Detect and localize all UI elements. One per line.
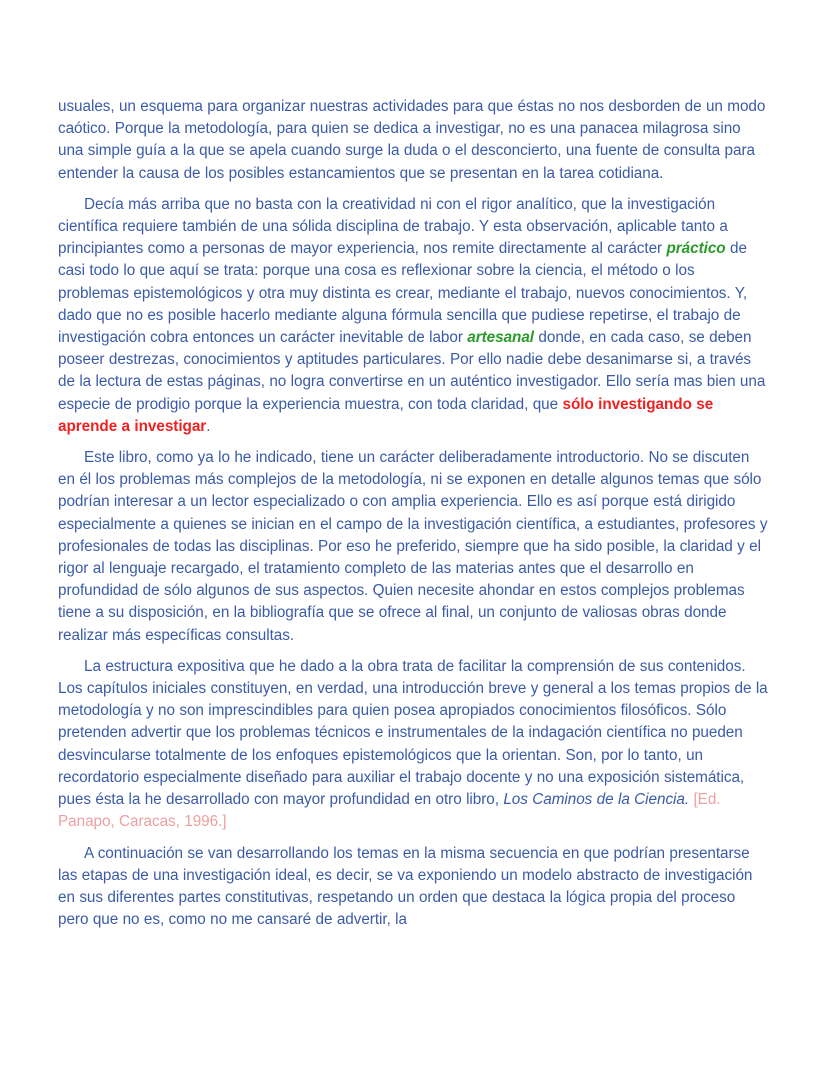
paragraph-1-text: usuales, un esquema para organizar nuestras actividades para que éstas no nos desborden de un modo caótico. Porque la metodología, para quien se dedica a investigar, no es una panacea milagrosa sino una simple guía a la que se apela cuando surge la duda o el desconcierto, una fuente de consulta para entender la causa de los posibles estancamientos que se presentan en la tarea cotidiana. bbox=[58, 98, 766, 182]
paragraph-5 bbox=[58, 843, 768, 932]
paragraph-3-text: Este libro, como ya lo he indicado, tiene un carácter deliberadamente introductorio. No se discuten en él los problemas más complejos de la metodología, ni se exponen en detalle algunos temas que sólo podrían interesar a un lector especializado o con amplia experiencia. Ello es así porque está dirigido especialmente a quienes se inician en el campo de la investigación científica, a estudiantes, profesores y profesionales de todas las disciplinas. Por eso he preferido, siempre que ha sido posible, la claridad y el rigor al lenguaje recargado, el tratamiento completo de las materias antes que el desarrollo en profundidad de sólo algunos de sus aspectos. Quien necesite ahondar en estos complejos problemas tiene a su disposición, en la bibliografía que se ofrece al final, un conjunto de valiosas obras donde realizar más específicas consultas. bbox=[58, 449, 768, 644]
emphasis-practico: práctico bbox=[666, 240, 726, 258]
paragraph-3 bbox=[58, 447, 768, 647]
paragraph-5-text: A continuación se van desarrollando los temas en la misma secuencia en que podrían presentarse las etapas de una investigación ideal, es decir, se va exponiendo un modelo abstracto de investigación en sus diferentes partes constitutivas, respetando un orden que destaca la lógica propia del proceso pero que no es, como no me cansaré de advertir, la bbox=[58, 844, 753, 929]
paragraph-2-segment-1: Decía más arriba que no basta con la creatividad ni con el rigor analítico, que la investigación científica requiere también de una sólida disciplina de trabajo. Y esta observación, aplicable tanto a principiantes como a personas de mayor experiencia, nos remite directamente al carácter bbox=[58, 195, 728, 258]
paragraph-2-segment-2: de casi todo lo que aquí se trata: porque una cosa es reflexionar sobre la ciencia, el método o los problemas epistemológicos y otra muy distinta es crear, mediante el trabajo, nuevos conocimientos. Y, dado que no es posible hacerlo mediante alguna fórmula sencilla que pudiese repetirse, el trabajo de investigación cobra entonces un carácter inevitable de labor bbox=[58, 240, 748, 347]
citation-panapo: [Ed. Panapo, Caracas, 1996.] bbox=[58, 791, 721, 831]
book-title-los-caminos-de-la-ciencia: Los Caminos de la Ciencia. bbox=[503, 791, 690, 809]
paragraph-2-segment-3: donde, en cada caso, se deben poseer destrezas, conocimientos y aptitudes particulares. Por ello nadie debe desanimarse si, a través de la lectura de estas páginas, no logra convertirse en un auténtico investigador. Ello sería mas bien una especie de prodigio porque la experiencia muestra, con toda claridad, que bbox=[58, 329, 766, 413]
paragraph-2-segment-4: . bbox=[206, 417, 211, 435]
paragraph-1 bbox=[58, 96, 768, 185]
paragraph-4 bbox=[58, 656, 768, 834]
paragraph-4-segment-1: La estructura expositiva que he dado a la obra trata de facilitar la comprensión de sus contenidos. Los capítulos iniciales constituyen, en verdad, una introducción breve y general a los temas propios de la metodología y no son imprescindibles para quien posea apropiados conocimientos filosóficos. Sólo pretenden advertir que los problemas técnicos e instrumentales de la indagación científica no pueden desvincularse totalmente de los enfoques epistemológicos que la orientan. Son, por lo tanto, un recordatorio especialmente diseñado para auxiliar el trabajo docente y no una exposición sistemática, pues ésta la he desarrollado con mayor profundidad en otro libro, bbox=[58, 657, 768, 809]
document-body bbox=[58, 96, 768, 931]
emphasis-artesanal: artesanal bbox=[467, 329, 535, 347]
paragraph-2 bbox=[58, 194, 768, 438]
emphasis-solo-investigando: sólo investigando se aprende a investigar bbox=[58, 395, 714, 435]
